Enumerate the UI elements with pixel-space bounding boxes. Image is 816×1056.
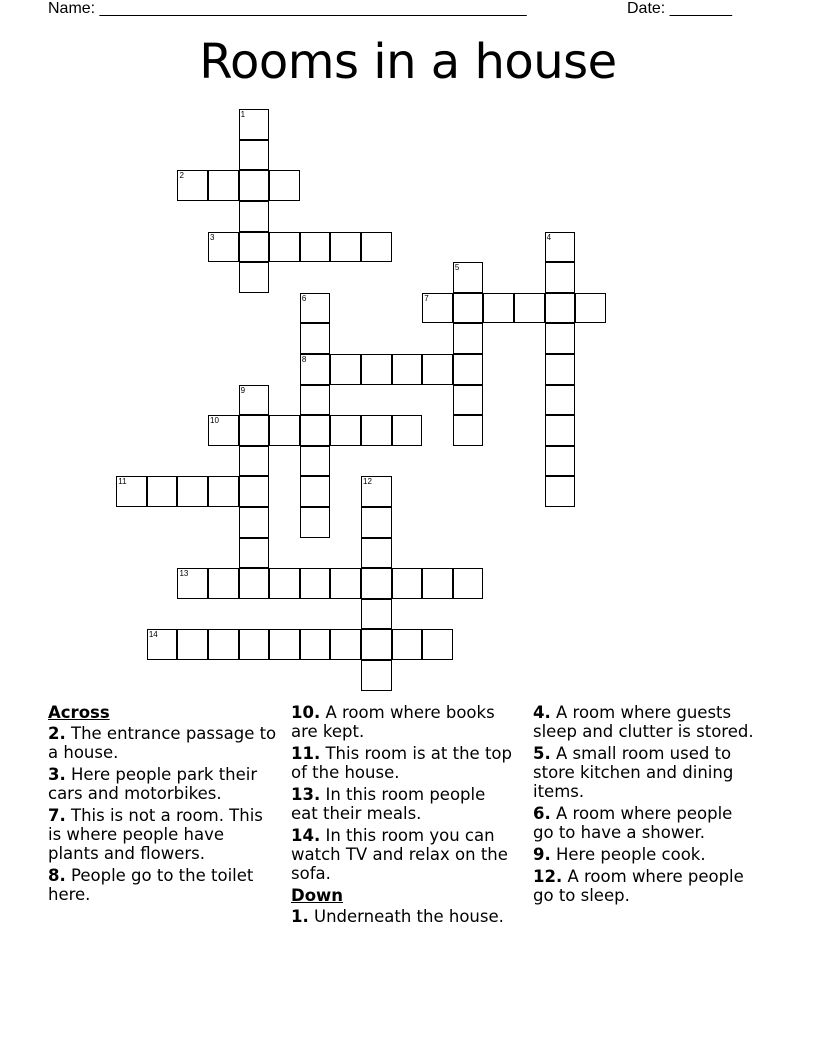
clue-down-9: 9. Here people cook. bbox=[533, 845, 706, 864]
clue-column-1 bbox=[48, 703, 278, 907]
crossword-cell[interactable] bbox=[208, 232, 239, 263]
crossword-cell[interactable] bbox=[239, 201, 270, 232]
crossword-cell[interactable] bbox=[239, 476, 270, 507]
crossword-cell[interactable] bbox=[545, 415, 576, 446]
clue-column-2 bbox=[291, 703, 516, 929]
clue-down-5: 5. A small room used to store kitchen and dining items. bbox=[533, 744, 734, 801]
clue-across-10: 10. A room where books are kept. bbox=[291, 703, 495, 741]
crossword-cell[interactable] bbox=[239, 170, 270, 201]
clue-across-13: 13. In this room people eat their meals. bbox=[291, 785, 486, 823]
crossword-cell[interactable] bbox=[330, 568, 361, 599]
crossword-cell[interactable] bbox=[545, 476, 576, 507]
clue-across-2: 2. The entrance passage to a house. bbox=[48, 724, 277, 762]
clue-down-6: 6. A room where people go to have a shower. bbox=[533, 804, 733, 842]
crossword-cell[interactable] bbox=[453, 354, 484, 385]
clue-number: 8 bbox=[301, 355, 307, 365]
crossword-cell[interactable] bbox=[269, 170, 300, 201]
crossword-cell[interactable] bbox=[361, 538, 392, 569]
crossword-cell[interactable] bbox=[269, 415, 300, 446]
crossword-cell[interactable] bbox=[514, 293, 545, 324]
clue-number: 7 bbox=[424, 293, 429, 303]
crossword-cell[interactable] bbox=[269, 568, 300, 599]
crossword-cell[interactable] bbox=[361, 232, 392, 263]
name-field: Name: ________________________________________________ bbox=[48, 0, 527, 17]
crossword-cell[interactable] bbox=[361, 476, 392, 507]
crossword-cell[interactable] bbox=[361, 629, 392, 660]
crossword-cell[interactable] bbox=[269, 232, 300, 263]
crossword-cell[interactable] bbox=[300, 629, 331, 660]
crossword-cell[interactable] bbox=[422, 568, 453, 599]
clue-across-7: 7. This is not a room. This is where people have plants and flowers. bbox=[48, 806, 263, 863]
crossword-cell[interactable] bbox=[300, 385, 331, 416]
crossword-cell[interactable] bbox=[545, 232, 576, 263]
crossword-cell[interactable] bbox=[483, 293, 514, 324]
clue-column-3 bbox=[533, 703, 758, 908]
crossword-cell[interactable] bbox=[300, 446, 331, 477]
crossword-cell[interactable] bbox=[239, 415, 270, 446]
crossword-cell[interactable] bbox=[269, 629, 300, 660]
crossword-cell[interactable] bbox=[208, 476, 239, 507]
crossword-cell[interactable] bbox=[239, 629, 270, 660]
across-heading: Across bbox=[48, 703, 110, 722]
crossword-cell[interactable] bbox=[147, 476, 178, 507]
clue-number: 3 bbox=[210, 232, 215, 242]
crossword-cell[interactable] bbox=[300, 476, 331, 507]
crossword-cell[interactable] bbox=[545, 354, 576, 385]
clue-across-11: 11. This room is at the top of the house. bbox=[291, 744, 512, 782]
crossword-cell[interactable] bbox=[545, 323, 576, 354]
crossword-cell[interactable] bbox=[300, 415, 331, 446]
crossword-cell[interactable] bbox=[239, 109, 270, 140]
clue-number: 4 bbox=[546, 232, 552, 242]
crossword-cell[interactable] bbox=[239, 446, 270, 477]
crossword-cell[interactable] bbox=[208, 415, 239, 446]
crossword-cell[interactable] bbox=[392, 568, 423, 599]
crossword-cell[interactable] bbox=[392, 415, 423, 446]
crossword-cell[interactable] bbox=[545, 262, 576, 293]
crossword-cell[interactable] bbox=[300, 293, 331, 324]
crossword-cell[interactable] bbox=[177, 170, 208, 201]
clue-number: 9 bbox=[240, 385, 246, 395]
crossword-cell[interactable] bbox=[239, 538, 270, 569]
crossword-cell[interactable] bbox=[330, 415, 361, 446]
clue-across-8: 8. People go to the toilet here. bbox=[48, 866, 254, 904]
crossword-cell[interactable] bbox=[177, 476, 208, 507]
crossword-cell[interactable] bbox=[392, 354, 423, 385]
clue-across-14: 14. In this room you can watch TV and relax on the sofa. bbox=[291, 826, 508, 883]
crossword-cell[interactable] bbox=[208, 568, 239, 599]
crossword-cell[interactable] bbox=[239, 568, 270, 599]
crossword-cell[interactable] bbox=[361, 599, 392, 630]
clue-number: 6 bbox=[301, 293, 307, 303]
clue-number: 5 bbox=[454, 263, 460, 273]
crossword-cell[interactable] bbox=[361, 507, 392, 538]
crossword-cell[interactable] bbox=[545, 446, 576, 477]
clue-down-1: 1. Underneath the house. bbox=[291, 907, 504, 926]
crossword-cell[interactable] bbox=[300, 232, 331, 263]
clue-down-12: 12. A room where people go to sleep. bbox=[533, 867, 744, 905]
crossword-cell[interactable] bbox=[545, 385, 576, 416]
crossword-cell[interactable] bbox=[300, 507, 331, 538]
crossword-cell[interactable] bbox=[422, 629, 453, 660]
clue-number: 14 bbox=[148, 630, 158, 640]
crossword-cell[interactable] bbox=[453, 568, 484, 599]
date-field: Date: _______ bbox=[627, 0, 732, 17]
crossword-cell[interactable] bbox=[575, 293, 606, 324]
crossword-cell[interactable] bbox=[453, 262, 484, 293]
crossword-cell[interactable] bbox=[330, 629, 361, 660]
crossword-cell[interactable] bbox=[361, 354, 392, 385]
clue-number: 12 bbox=[363, 477, 372, 487]
crossword-cell[interactable] bbox=[300, 568, 331, 599]
crossword-cell[interactable] bbox=[361, 660, 392, 691]
clue-number: 2 bbox=[179, 171, 184, 181]
crossword-cell[interactable] bbox=[147, 629, 178, 660]
crossword-cell[interactable] bbox=[239, 385, 270, 416]
clue-number: 10 bbox=[210, 416, 219, 426]
crossword-cell[interactable] bbox=[330, 354, 361, 385]
crossword-cell[interactable] bbox=[361, 415, 392, 446]
crossword-cell[interactable] bbox=[392, 629, 423, 660]
crossword-cell[interactable] bbox=[239, 262, 270, 293]
crossword-cell[interactable] bbox=[177, 568, 208, 599]
crossword-cell[interactable] bbox=[453, 415, 484, 446]
crossword-cell[interactable] bbox=[239, 140, 270, 171]
crossword-cell[interactable] bbox=[361, 568, 392, 599]
clue-number: 13 bbox=[179, 569, 189, 579]
page-title: Rooms in a house bbox=[199, 34, 617, 90]
crossword-cell[interactable] bbox=[177, 629, 208, 660]
crossword-cell[interactable] bbox=[422, 293, 453, 324]
crossword-cell[interactable] bbox=[239, 507, 270, 538]
crossword-cell[interactable] bbox=[330, 232, 361, 263]
clue-down-4: 4. A room where guests sleep and clutter is stored. bbox=[533, 703, 754, 741]
crossword-cell[interactable] bbox=[208, 170, 239, 201]
crossword-cell[interactable] bbox=[422, 354, 453, 385]
crossword-cell[interactable] bbox=[545, 293, 576, 324]
crossword-cell[interactable] bbox=[208, 629, 239, 660]
down-heading: Down bbox=[291, 886, 344, 905]
crossword-cell[interactable] bbox=[300, 323, 331, 354]
crossword-cell[interactable] bbox=[116, 476, 147, 507]
crossword-cell[interactable] bbox=[453, 293, 484, 324]
crossword-cell[interactable] bbox=[300, 354, 331, 385]
clue-number: 11 bbox=[118, 477, 127, 487]
clue-number: 1 bbox=[240, 110, 246, 120]
crossword-cell[interactable] bbox=[453, 323, 484, 354]
crossword-cell[interactable] bbox=[453, 385, 484, 416]
clue-across-3: 3. Here people park their cars and motorbikes. bbox=[48, 765, 258, 803]
crossword-cell[interactable] bbox=[239, 232, 270, 263]
